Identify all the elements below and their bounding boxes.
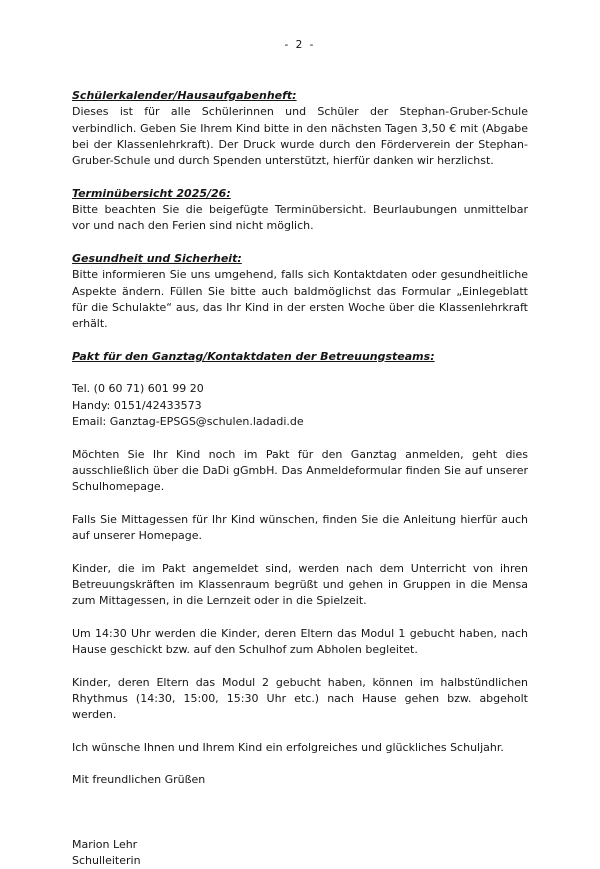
paragraph-wunsch: Ich wünsche Ihnen und Ihrem Kind ein erfolgreiches und glückliches Schuljahr.	[72, 740, 504, 754]
paragraph-modul2: Kinder, deren Eltern das Modul 2 gebucht haben, können im halbstündlichen Rhythmus (14:30, 15:00, 15:30 Uhr etc.) nach Hause gehen bzw. abgeholt werden.	[72, 675, 528, 722]
contact-block	[72, 381, 528, 430]
page-number: - 2 -	[284, 39, 316, 51]
paragraph-betreuung: Kinder, die im Pakt angemeldet sind, werden nach dem Unterricht von ihren Betreuungskräften im Klassenraum begrüßt und gehen in Gruppen in die Mensa zum Mittagessen, in die Lernzeit oder in die Spielzeit.	[72, 561, 528, 608]
section-body: Bitte informieren Sie uns umgehend, falls sich Kontaktdaten oder gesundheitliche Aspekte ändern. Füllen Sie bitte auch baldmöglichst das Formular „Einlegeblatt für die Schulakte“ aus, das Ihr Kind in der ersten Woche über die Klassenlehrkraft erhält.	[72, 268, 528, 331]
paragraph-mittagessen: Falls Sie Mittagessen für Ihr Kind wünschen, finden Sie die Anleitung hierfür auch auf unserer Homepage.	[72, 512, 528, 543]
signature-block	[72, 837, 528, 869]
signature-name: Marion Lehr	[72, 837, 138, 851]
section-heading: Gesundheit und Sicherheit:	[72, 251, 242, 265]
section-body: Bitte beachten Sie die beigefügte Terminübersicht. Beurlaubungen unmittelbar vor und nach den Ferien sind nicht möglich.	[72, 203, 528, 233]
section-heading: Schülerkalender/Hausaufgabenheft:	[72, 89, 297, 102]
paragraph-modul1: Um 14:30 Uhr werden die Kinder, deren Eltern das Modul 1 gebucht haben, nach Hause geschickt bzw. auf den Schulhof zum Abholen begleitet.	[72, 626, 528, 657]
section-body: Dieses ist für alle Schülerinnen und Schüler der Stephan-Gruber-Schule verbindlich. Geben Sie Ihrem Kind bitte in den nächsten Tagen 3,50 € mit (Abgabe bei der Klassenlehrkraft). Der Druck wurde durch den Förderverein der Stephan-Gruber-Schule und durch Spenden unterstützt, hierfür danken wir herzlichst.	[72, 105, 528, 168]
signature-title: Schulleiterin	[72, 854, 141, 868]
closing-salutation: Mit freundlichen Grüßen	[72, 773, 206, 787]
section-heading: Pakt für den Ganztag/Kontaktdaten der Betreuungsteams:	[72, 349, 435, 363]
contact-email: Email: Ganztag-EPSGS@schulen.ladadi.de	[72, 414, 304, 428]
section-terminuebersicht	[72, 186, 528, 235]
section-pakt-ganztag	[72, 349, 528, 430]
paragraph-anmeldung: Möchten Sie Ihr Kind noch im Pakt für den Ganztag anmelden, geht dies ausschließlich über die DaDi gGmbH. Das Anmeldeformular finden Sie auf unserer Schulhomepage.	[72, 447, 528, 494]
contact-tel: Tel. (0 60 71) 601 99 20	[72, 382, 204, 396]
section-gesundheit	[72, 251, 528, 332]
section-schuelerkalender	[72, 88, 528, 169]
section-heading: Terminübersicht 2025/26:	[72, 186, 231, 200]
contact-mobile: Handy: 0151/42433573	[72, 398, 202, 412]
